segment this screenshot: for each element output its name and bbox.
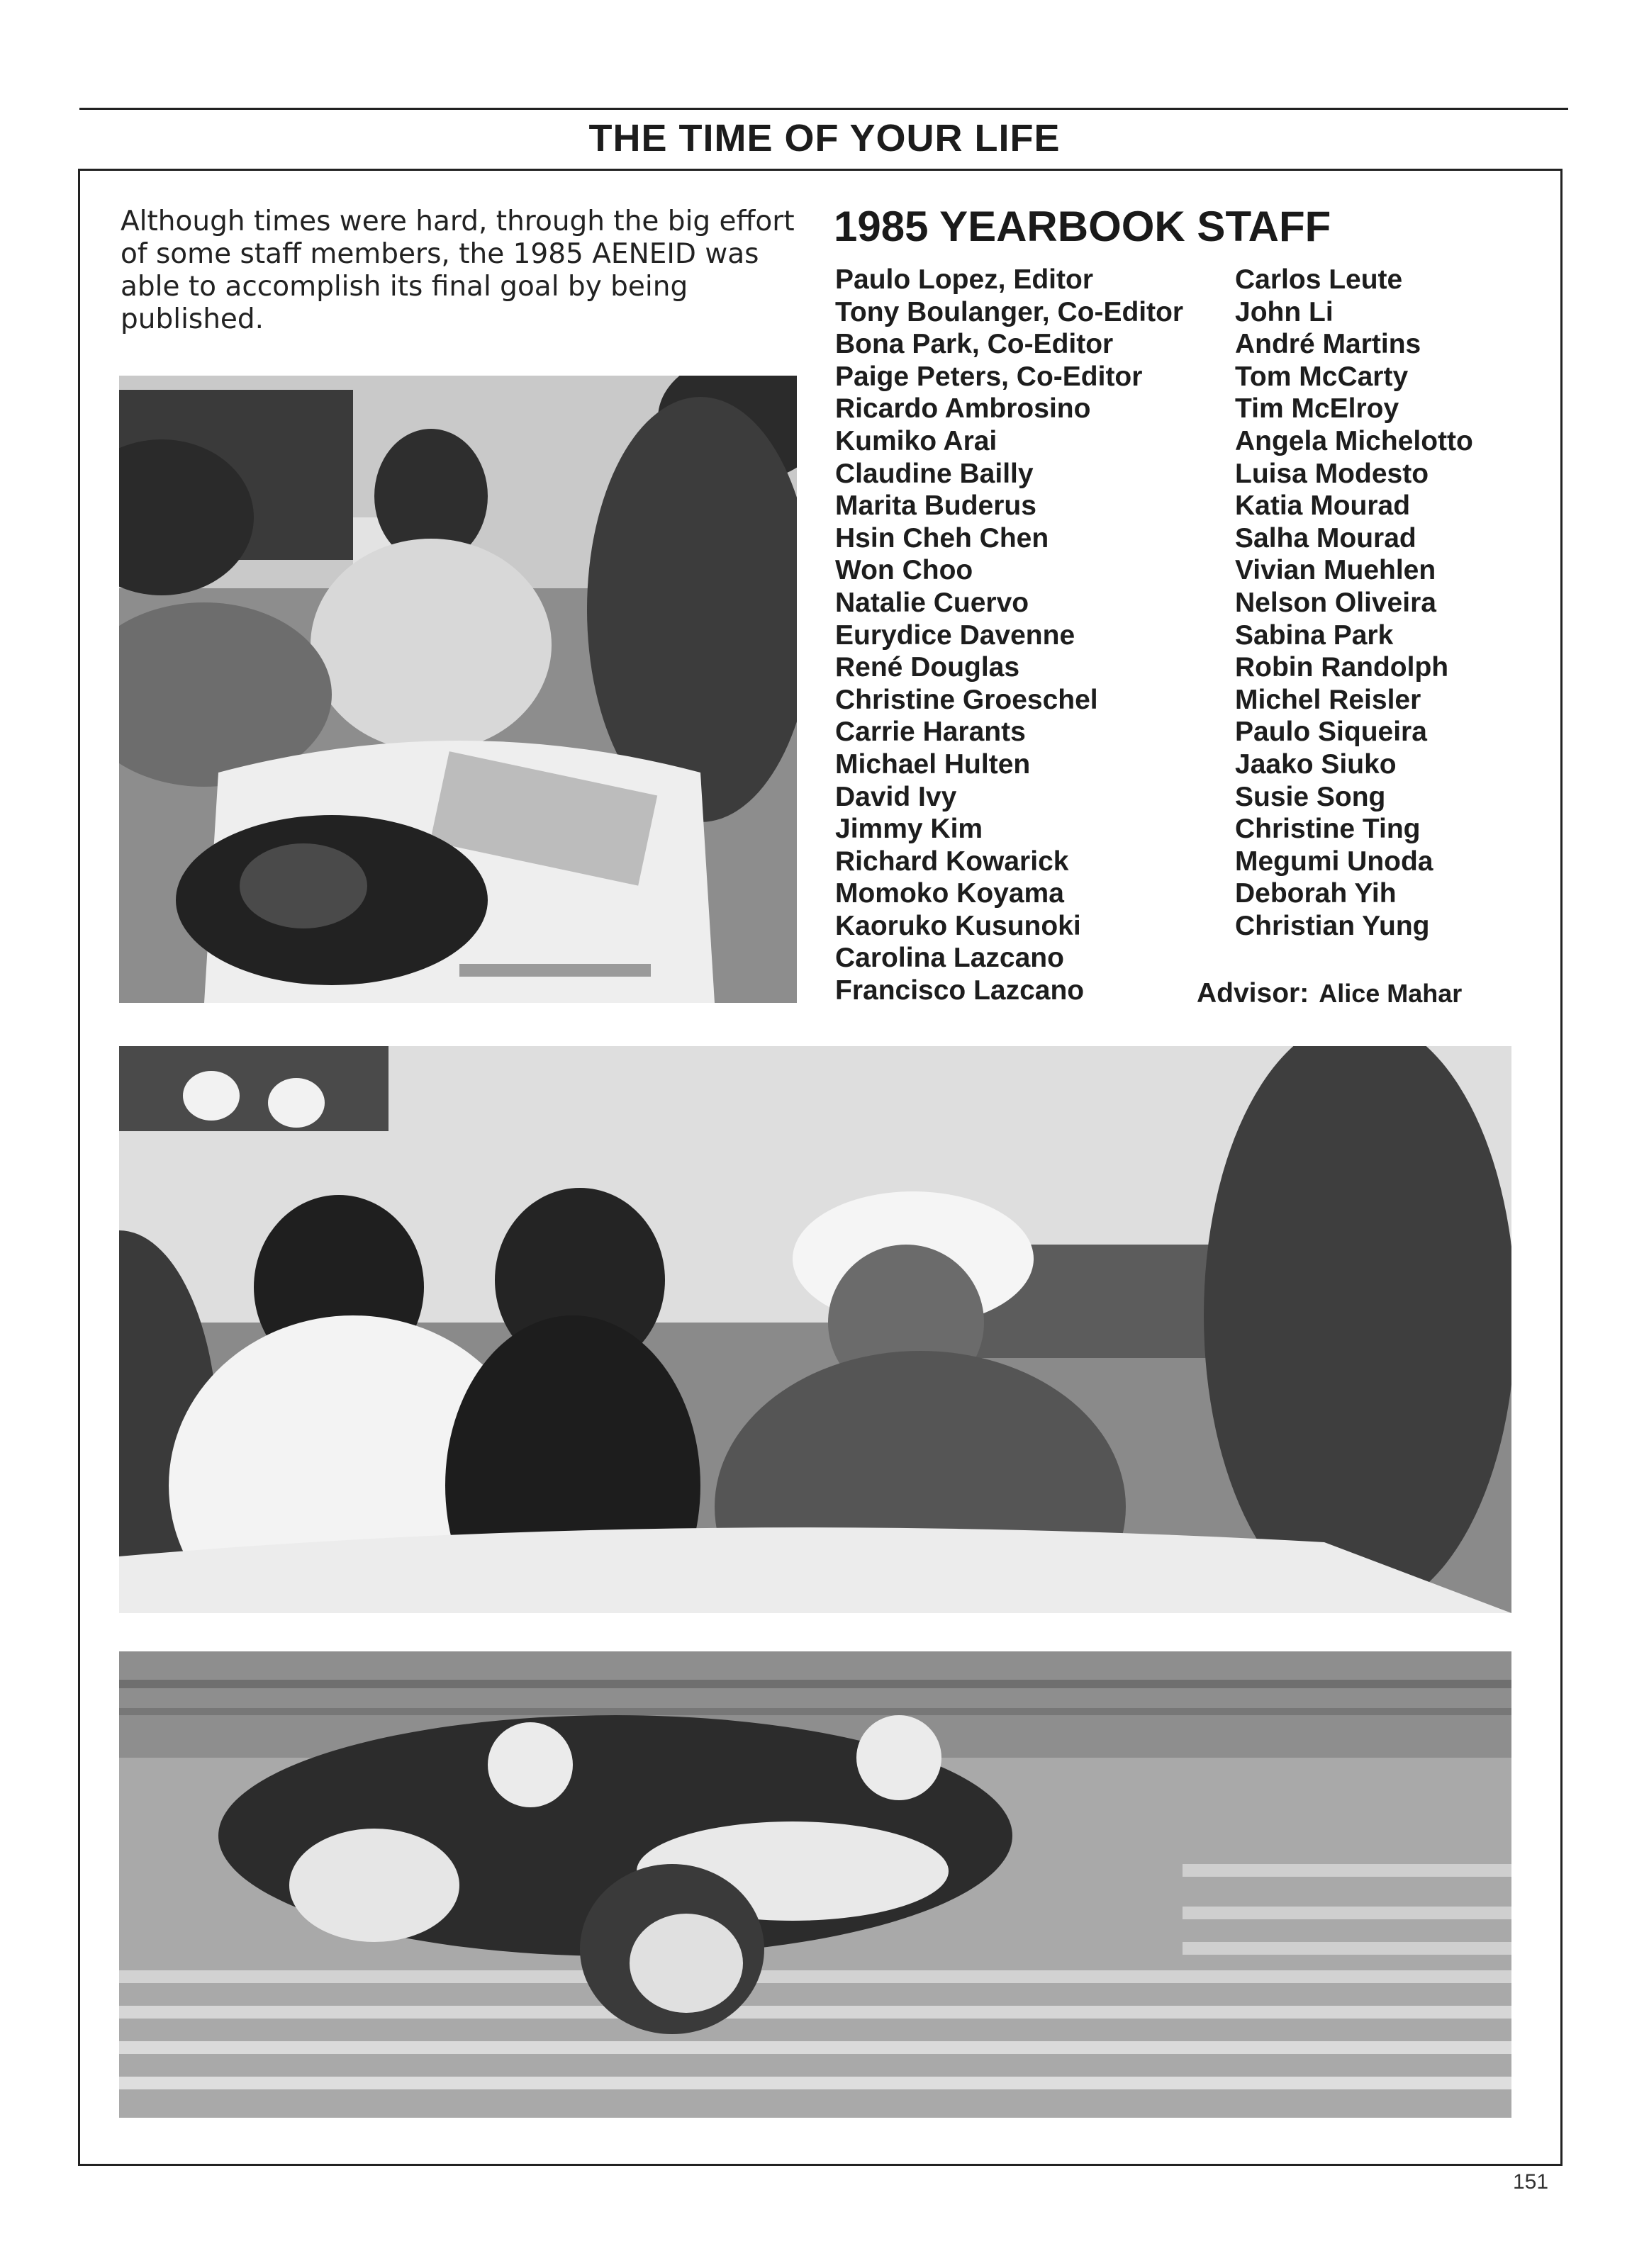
staff-member: David Ivy [835,781,957,812]
staff-list-right [1235,264,1473,942]
staff-member: Angela Michelotto [1235,425,1473,456]
staff-member: Tony Boulanger, Co-Editor [835,296,1184,327]
photo-group-on-steps [119,1651,1511,2118]
advisor-name: Alice Mahar [1319,979,1463,1008]
page-number: 151 [1513,2170,1549,2194]
staff-member: Kaoruko Kusunoki [835,910,1081,941]
top-rule [79,108,1568,110]
staff-member: Momoko Koyama [835,878,1064,909]
staff-member: Nelson Oliveira [1235,587,1436,618]
staff-member: Robin Randolph [1235,652,1449,683]
staff-member: André Martins [1235,329,1421,360]
staff-member: Marita Buderus [835,490,1036,522]
staff-member: Vivian Muehlen [1235,555,1436,586]
staff-member: Natalie Cuervo [835,587,1029,618]
staff-member: René Douglas [835,652,1020,683]
staff-member: Paulo Siqueira [1235,717,1427,748]
staff-member: Michael Hulten [835,748,1031,780]
staff-member: Tom McCarty [1235,361,1409,392]
staff-member: Jimmy Kim [835,814,983,845]
staff-member: Won Choo [835,555,973,586]
staff-member: Jaako Siuko [1235,748,1397,780]
staff-member: Paige Peters, Co-Editor [835,361,1143,392]
staff-member: Carlos Leute [1235,264,1403,295]
photo-staff-at-table [119,376,797,1003]
staff-member: Luisa Modesto [1235,458,1429,489]
staff-heading: 1985 YEARBOOK STAFF [834,203,1331,250]
staff-member: Christine Groeschel [835,684,1098,715]
staff-member: Paulo Lopez, Editor [835,264,1094,295]
photo-group-on-steps-image [119,1651,1511,2118]
staff-member: Claudine Bailly [835,458,1034,489]
staff-member: Christian Yung [1235,910,1430,941]
staff-member: Deborah Yih [1235,878,1397,909]
staff-member: Hsin Cheh Chen [835,522,1049,554]
staff-member: Carrie Harants [835,717,1026,748]
staff-member: Katia Mourad [1235,490,1411,522]
advisor-label: Advisor: [1197,978,1309,1009]
staff-member: Susie Song [1235,781,1386,812]
staff-member: John Li [1235,296,1334,327]
staff-member: Tim McElroy [1235,393,1399,425]
photo-students-meeting-image [119,1046,1511,1613]
intro-paragraph: Although times were hard, through the big effort of some staff members, the 1985 AENEID was able to accomplish its final goal by being published. [121,206,795,335]
staff-member: Richard Kowarick [835,846,1069,877]
staff-member: Ricardo Ambrosino [835,393,1091,425]
staff-member: Eurydice Davenne [835,619,1075,651]
staff-member: Sabina Park [1235,619,1394,651]
photo-staff-at-table-image [119,376,797,1003]
staff-list-left [835,264,1183,1007]
staff-member: Salha Mourad [1235,522,1416,554]
advisor-line [1197,978,1462,1009]
staff-member: Francisco Lazcano [835,975,1085,1006]
staff-member: Bona Park, Co-Editor [835,329,1114,360]
photo-students-meeting [119,1046,1511,1613]
staff-member: Christine Ting [1235,814,1421,845]
staff-member: Michel Reisler [1235,684,1421,715]
staff-member: Kumiko Arai [835,425,997,456]
page-title: THE TIME OF YOUR LIFE [588,117,1061,159]
staff-member: Carolina Lazcano [835,943,1064,974]
staff-member: Megumi Unoda [1235,846,1433,877]
